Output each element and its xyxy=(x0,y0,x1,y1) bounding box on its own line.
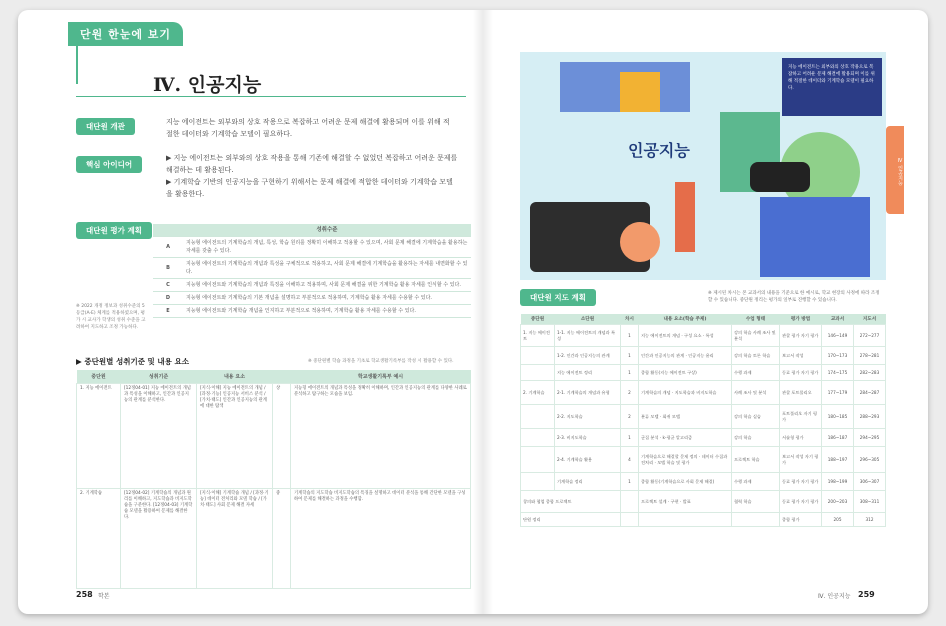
hrs-cell: 1 xyxy=(621,347,639,365)
hrs-cell: 4 xyxy=(621,447,639,473)
col-header: 학교생활기록부 예시 xyxy=(291,370,471,384)
sub-cell: 2-4. 기계학습 활용 xyxy=(555,447,621,473)
hrs-cell xyxy=(621,491,639,513)
standard-cell: [12정04-01] 지능 에이전트의 개념과 특성을 이해하고, 인간과 인공지능의 관계를 분석한다. xyxy=(121,384,197,489)
gd-cell: 272~277 xyxy=(854,325,886,347)
gd-cell: 288~293 xyxy=(854,405,886,429)
unit-cell: 1. 지능 에이전트 xyxy=(77,384,121,489)
col-header: 교과서 xyxy=(822,314,854,325)
eval-cell: 관찰 포트폴리오 xyxy=(780,381,822,405)
content-cell: 종합 활동(지능 에이전트 구상) xyxy=(639,365,732,381)
content-cell: 종합 활동(기계학습으로 사회 문제 해결) xyxy=(639,473,732,491)
content-cell: 인간과 인공지능의 관계 · 인공지능 윤리 xyxy=(639,347,732,365)
col-header: 중단원 xyxy=(521,314,555,325)
type-cell: 사례 조사 및 분석 xyxy=(732,381,780,405)
hrs-cell: 1 xyxy=(621,429,639,447)
eval-cell: 동료 평가 자기 평가 xyxy=(780,473,822,491)
eval-cell: 동료 평가 자기 평가 xyxy=(780,365,822,381)
eval-header-blank xyxy=(153,224,183,237)
sub-cell: 2-1. 기계학습의 개념과 유형 xyxy=(555,381,621,405)
eval-cell: 관찰 평가 자기 평가 xyxy=(780,325,822,347)
core-ideas-label: 핵심 아이디어 xyxy=(76,156,142,173)
hrs-cell: 1 xyxy=(621,473,639,491)
sub-cell: 2-2. 지도학습 xyxy=(555,405,621,429)
hrs-cell xyxy=(621,513,639,527)
overview-label: 대단원 개관 xyxy=(76,118,135,135)
gd-cell: 278~281 xyxy=(854,347,886,365)
tb-cell: 186~187 xyxy=(822,429,854,447)
content-cell: [지식·이해] 기계학습 개념 / [과정·기능] 데이터 전처리와 모델 학습 / [가치·태도] 사회 문제 해결 자세 xyxy=(197,489,273,589)
example-cell: 기계학습의 지도학습 비지도학습의 특징을 설명하고 데이터 분석을 통해 간단한 모델을 구성하여 문제를 해결하는 과정을 수행함. xyxy=(291,489,471,589)
page-label-right: Ⅳ. 인공지능 xyxy=(818,593,851,600)
eval-plan-label: 대단원 평가 계획 xyxy=(76,222,152,239)
col-header: 소단원 xyxy=(555,314,621,325)
sub-cell: 지능 에이전트 정리 xyxy=(555,365,621,381)
header-tab: 단원 한눈에 보기 xyxy=(68,22,183,46)
type-cell: 수행 과제 xyxy=(732,473,780,491)
content-cell: [지식·이해] 지능 에이전트의 개념 / [과정·기능] 인공지능 서비스 분석 / [가치·태도] 인간과 인공지능의 관계에 대한 탐색 xyxy=(197,384,273,489)
col-header: 내용 요소(학습 주제) xyxy=(639,314,732,325)
unit-cell xyxy=(521,447,555,473)
standards-table xyxy=(76,370,471,589)
col-header: 지도서 xyxy=(854,314,886,325)
eval-cell: 포트폴리오 자기 평가 xyxy=(780,405,822,429)
gd-cell: 294~295 xyxy=(854,429,886,447)
unit-cell: 단원 정리 xyxy=(521,513,621,527)
chapter-title: Ⅳ. 인공지능 xyxy=(153,74,262,96)
section-title: ▶ 중단원별 성취기준 및 내용 요소 xyxy=(76,357,190,366)
unit-cell xyxy=(521,473,555,491)
hrs-cell: 2 xyxy=(621,405,639,429)
type-cell xyxy=(732,513,780,527)
type-cell: 수행 과제 xyxy=(732,365,780,381)
plan-note: ※ 제시된 차시는 본 교과서의 내용을 기준으로 한 예시로, 학교 현장의 사정에 따라 조정할 수 있습니다. 중단원 정리는 평가의 일부로 진행할 수 있습니다. xyxy=(708,291,880,303)
col-header: 중단원 xyxy=(77,370,121,384)
eval-text: 지능형 에이전트와 기계학습의 개념과 특징을 이해하고 적용하며, 사회 문제 해결을 위한 기계학습 활용 자세를 인식할 수 있다. xyxy=(183,279,471,292)
type-cell: 강의 학습 xyxy=(732,429,780,447)
eval-text: 지능형 에이전트와 기계학습 개념을 인지하고 부분적으로 적용하며, 기계학습 활용 자세를 수용할 수 있다. xyxy=(183,305,471,318)
col-header: 내용 요소 xyxy=(197,370,273,384)
eval-grade: C xyxy=(153,279,183,292)
core-idea-line: ▶ 기계학습 기반의 인공지능을 구현하기 위해서는 문제 해결에 적합한 데이터와 기계학습 모델 xyxy=(166,178,453,186)
eval-grade: E xyxy=(153,305,183,318)
col-header: 수업 형태 xyxy=(732,314,780,325)
type-cell: 강의 학습 토론 학습 xyxy=(732,347,780,365)
hrs-cell: 1 xyxy=(621,325,639,347)
page-number-right: 259 xyxy=(858,590,875,599)
gd-cell: 296~305 xyxy=(854,447,886,473)
section-note: ※ 중단원별 학습 과정을 기초로 학교생활기록부를 작성 시 활용할 수 있다. xyxy=(308,359,454,364)
book-spread xyxy=(18,10,928,614)
content-cell: 군집 분석 · k-평균 알고리즘 xyxy=(639,429,732,447)
tb-cell: 170~173 xyxy=(822,347,854,365)
tb-cell: 205 xyxy=(822,513,854,527)
eval-text: 지능형 에이전트의 기계학습의 개념과 특성을 구체적으로 적용하고, 사회 문제 해결에 기계학습을 활용하는 자세를 내면화할 수 있다. xyxy=(183,258,471,279)
eval-text: 지능형 에이전트와 기계학습의 기본 개념을 설명하고 부분적으로 적용하며, 기계학습 활용 자세를 수용할 수 있다. xyxy=(183,292,471,305)
header-rule xyxy=(76,42,78,84)
col-header: 평가 방법 xyxy=(780,314,822,325)
eval-cell: 보고서 작성 xyxy=(780,347,822,365)
unit-cell: 2. 기계학습 xyxy=(77,489,121,589)
type-cell: 강의 학습 사례 조사 및 분석 xyxy=(732,325,780,347)
tb-cell: 200~203 xyxy=(822,491,854,513)
eval-cell: 보고서 작성 자기 평가 xyxy=(780,447,822,473)
core-idea-line: 해결하는 데 활용된다. xyxy=(166,166,234,174)
eval-grade: B xyxy=(153,258,183,279)
gd-cell: 282~283 xyxy=(854,365,886,381)
type-cell: 협력 학습 xyxy=(732,491,780,513)
page-fold xyxy=(473,10,493,614)
unit-cell xyxy=(521,429,555,447)
chapter-rule xyxy=(76,96,466,97)
col-header: 성취기준 xyxy=(121,370,197,384)
type-cell: 강의 학습 실습 xyxy=(732,405,780,429)
content-cell: 지능 에이전트의 개념 · 구성 요소 · 특성 xyxy=(639,325,732,347)
gd-cell: 284~287 xyxy=(854,381,886,405)
plan-label: 대단원 지도 계획 xyxy=(520,289,596,306)
page-number-left: 258 xyxy=(76,590,93,599)
unit-cell xyxy=(521,365,555,381)
unit-cell: 1. 지능 에이전트 xyxy=(521,325,555,347)
sub-cell: 1-1. 지능 에이전트의 개념과 특성 xyxy=(555,325,621,347)
illustration-quote: 지능 에이전트는 외부와의 상호 작용으로 복잡하고 어려운 문제 해결에 활용되며 이를 위해 적절한 데이터와 기계학습 모델이 필요하다. xyxy=(782,58,882,116)
sub-cell: 1-2. 인간과 인공지능의 관계 xyxy=(555,347,621,365)
gd-cell: 306~307 xyxy=(854,473,886,491)
content-cell: 분류 모델 · 회귀 모델 xyxy=(639,405,732,429)
hrs-cell: 1 xyxy=(621,365,639,381)
level-cell: 상 xyxy=(273,384,291,489)
col-header xyxy=(273,370,291,384)
tb-cell: 146~149 xyxy=(822,325,854,347)
content-cell: 프로젝트 설계 · 구현 · 발표 xyxy=(639,491,732,513)
eval-text: 지능형 에이전트의 기계학습의 개념, 특성, 학습 원리를 정확히 이해하고 적용할 수 있으며, 사회 문제 해결에 기계학습을 활용하는 자세를 갖출 수 있다. xyxy=(183,237,471,258)
unit-cell xyxy=(521,405,555,429)
tb-cell: 198~199 xyxy=(822,473,854,491)
unit-cell: 2. 기계학습 xyxy=(521,381,555,405)
content-cell xyxy=(639,513,732,527)
example-cell: 지능형 에이전트의 개념과 특성을 정확히 이해하며, 인간과 인공지능의 관계를 다양한 사례로 분석하고 탐구하는 모습을 보임. xyxy=(291,384,471,489)
level-cell: 중 xyxy=(273,489,291,589)
overview-text-2: 절한 데이터와 기계학습 모델이 필요하다. xyxy=(166,130,293,138)
core-idea-line: 을 활용한다. xyxy=(166,190,205,198)
tb-cell: 180~185 xyxy=(822,405,854,429)
teaching-plan-table xyxy=(520,314,886,527)
chapter-illustration xyxy=(520,52,886,280)
hrs-cell: 2 xyxy=(621,381,639,405)
sub-cell: 기계학습 정리 xyxy=(555,473,621,491)
illustration-title: 인공지능 xyxy=(628,141,690,160)
tb-cell: 174~175 xyxy=(822,365,854,381)
unit-cell xyxy=(521,347,555,365)
type-cell: 프로젝트 학습 xyxy=(732,447,780,473)
overview-text-1: 지능 에이전트는 외부와의 상호 작용으로 복잡하고 어려운 문제 해결에 활용되며 이를 위해 적 xyxy=(166,118,450,126)
page-label-left: 학본 xyxy=(98,593,110,600)
sub-cell: 2-3. 비지도학습 xyxy=(555,429,621,447)
chapter-side-tab[interactable]: Ⅳ 인공지능 xyxy=(886,126,904,214)
eval-grade: D xyxy=(153,292,183,305)
tb-cell: 177~179 xyxy=(822,381,854,405)
eval-cell: 서술형 평가 xyxy=(780,429,822,447)
content-cell: 기계학습으로 해결할 문제 정의 · 데이터 수집과 전처리 · 모델 학습 및 평가 xyxy=(639,447,732,473)
eval-header: 성취수준 xyxy=(183,224,471,237)
gd-cell: 312 xyxy=(854,513,886,527)
eval-grade: A xyxy=(153,237,183,258)
eval-cell: 종합 평가 xyxy=(780,513,822,527)
tb-cell: 188~197 xyxy=(822,447,854,473)
unit-cell: 창의와 협업 종합 프로젝트 xyxy=(521,491,621,513)
core-idea-line: ▶ 지능 에이전트는 외부와의 상호 작용을 통해 기존에 해결할 수 없었던 복잡하고 어려운 문제를 xyxy=(166,154,458,162)
gd-cell: 308~311 xyxy=(854,491,886,513)
eval-cell: 동료 평가 자기 평가 xyxy=(780,491,822,513)
eval-side-note: ※ 2022 개정 정보과 성취수준의 5등급(A-E) 체계를 적용하였으며, 평가 시 교사가 학생의 성취 수준을 고려하여 지도하고 조정 가능하다. xyxy=(76,304,146,330)
eval-table xyxy=(153,224,471,318)
content-cell: 기계학습의 개념 · 지도학습과 비지도학습 xyxy=(639,381,732,405)
col-header: 차시 xyxy=(621,314,639,325)
standard-cell: [12정04-02] 기계학습의 개념과 원리를 이해하고, 지도학습과 비지도학습을 구분한다. [12정04-03] 기계학습 모델을 활용하여 문제를 해결한다. xyxy=(121,489,197,589)
